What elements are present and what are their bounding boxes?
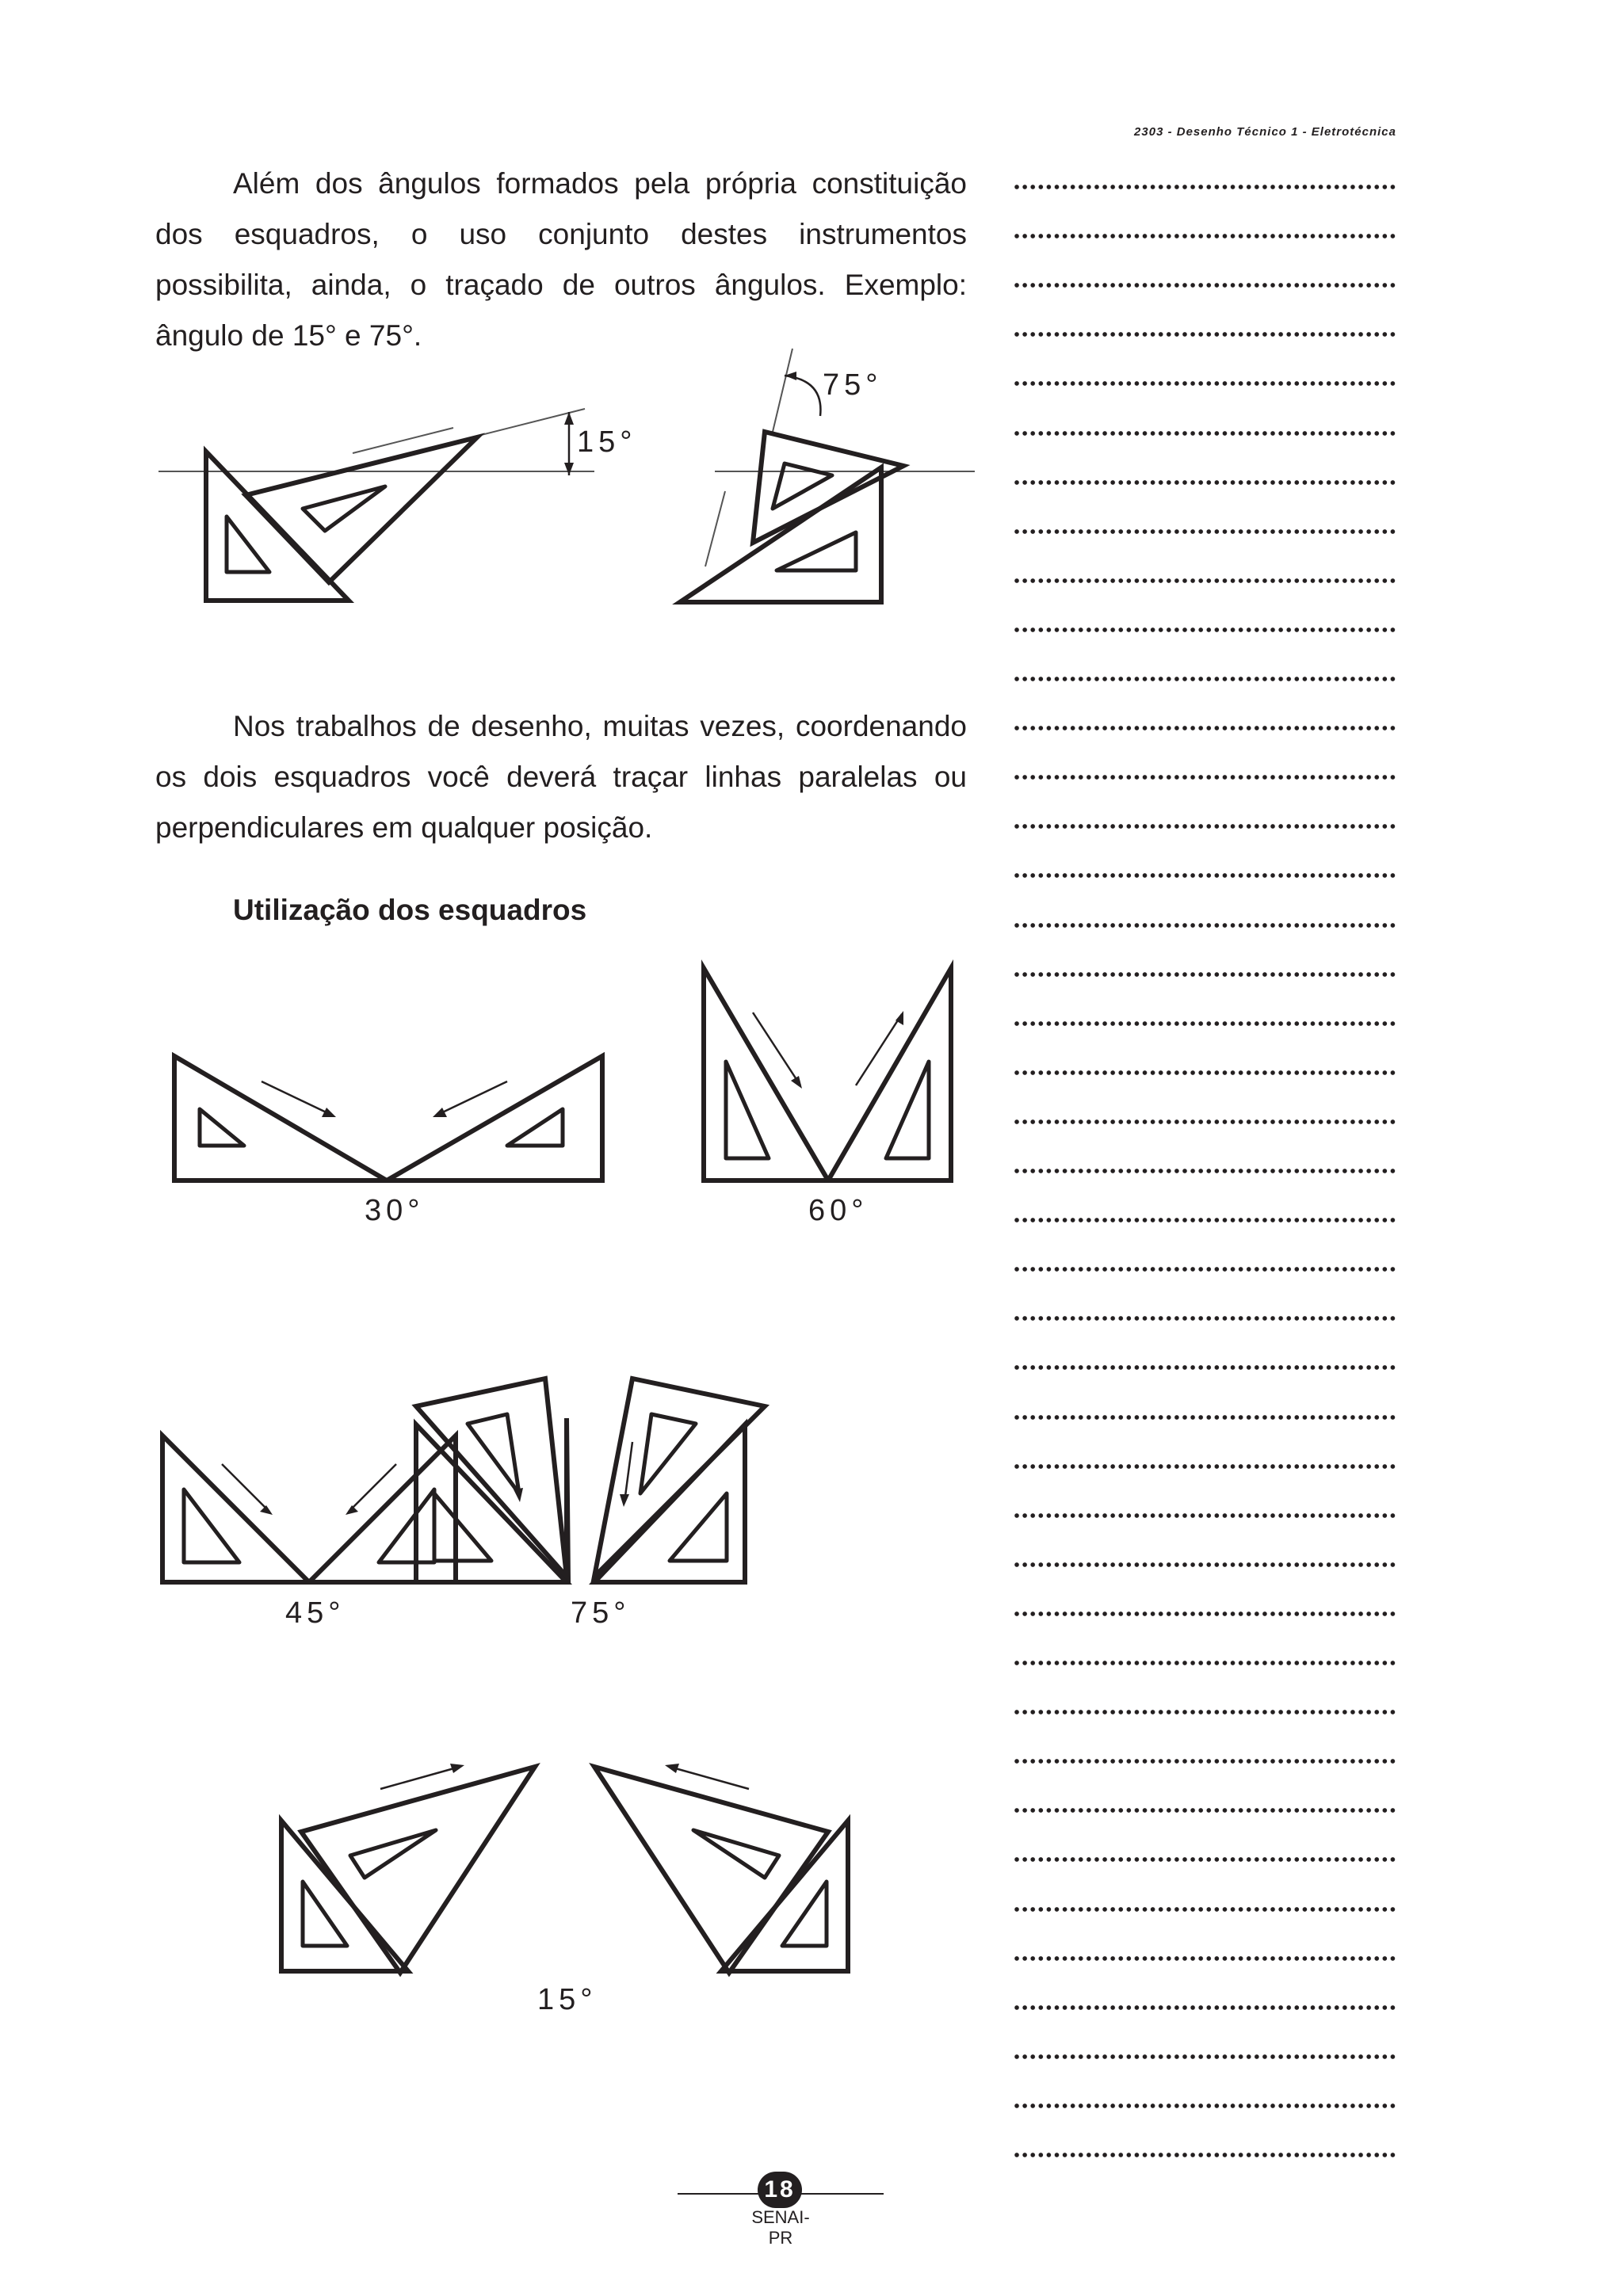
- set-square-30-60-left-b: [416, 1379, 567, 1577]
- arrow-head: [260, 1505, 273, 1515]
- parallel-line-right: [705, 491, 725, 566]
- construction-line-right: [773, 349, 792, 432]
- note-line: [1013, 1168, 1396, 1174]
- direction-arrow: [436, 1081, 507, 1116]
- set-square-cutout: [726, 1062, 769, 1158]
- note-line: [1013, 774, 1396, 780]
- note-line: [1013, 1955, 1396, 1962]
- intro-paragraph-text: Além dos ângulos formados pela própria constituição dos esquadros, o uso conjunto destes instrumentos possibilita, ainda, o traçado de outros ângulos. Exemplo: ângulo de 15° e 75°.: [155, 167, 967, 352]
- direction-arrow: [670, 1767, 749, 1789]
- note-line: [1013, 1070, 1396, 1076]
- note-line: [1013, 971, 1396, 978]
- set-square-cutout: [468, 1414, 519, 1493]
- direction-arrow: [380, 1767, 460, 1789]
- note-line: [1013, 2152, 1396, 2158]
- note-line: [1013, 627, 1396, 633]
- note-line: [1013, 1364, 1396, 1371]
- angle-label-15-bottom: 15°: [537, 1983, 598, 2016]
- note-line: [1013, 380, 1396, 387]
- note-line: [1013, 1562, 1396, 1568]
- note-line: [1013, 1119, 1396, 1125]
- set-square-cutout: [350, 1830, 436, 1878]
- note-line: [1013, 676, 1396, 682]
- note-line: [1013, 2054, 1396, 2060]
- note-line: [1013, 1217, 1396, 1223]
- set-square-cutout: [184, 1489, 239, 1562]
- angle-label-15: 15°: [577, 425, 637, 459]
- note-line: [1013, 1414, 1396, 1421]
- section-subtitle: Utilização dos esquadros: [233, 894, 587, 926]
- note-line: [1013, 1758, 1396, 1764]
- note-line: [1013, 725, 1396, 731]
- angle-label-45: 45°: [285, 1596, 346, 1630]
- note-line: [1013, 823, 1396, 830]
- set-square-cutout: [434, 1493, 491, 1561]
- angle-label-30: 30°: [365, 1194, 425, 1227]
- note-line: [1013, 2004, 1396, 2011]
- set-square-30-left: [174, 1056, 387, 1180]
- note-line: [1013, 233, 1396, 239]
- arrow-head: [514, 1488, 523, 1502]
- note-line: [1013, 578, 1396, 584]
- second-paragraph: [155, 701, 967, 853]
- note-line: [1013, 872, 1396, 879]
- set-square-30-60-left: [246, 437, 477, 582]
- note-line: [1013, 479, 1396, 486]
- note-line: [1013, 1463, 1396, 1470]
- set-square-cutout: [379, 1489, 434, 1562]
- note-line: [1013, 1906, 1396, 1913]
- set-square-cutout: [670, 1493, 727, 1561]
- second-paragraph-text: Nos trabalhos de desenho, muitas vezes, coordenando os dois esquadros você deverá traçar linhas paralelas ou perpendiculares em qualquer posição.: [155, 710, 967, 844]
- arrow-head: [450, 1764, 464, 1773]
- note-line: [1013, 184, 1396, 190]
- direction-arrow: [624, 1442, 632, 1502]
- arrow-head: [665, 1764, 679, 1773]
- note-line: [1013, 1512, 1396, 1519]
- note-line: [1013, 1856, 1396, 1863]
- set-square-cutout: [507, 1109, 563, 1146]
- arrow-head: [433, 1108, 447, 1117]
- set-square-cutout: [886, 1062, 929, 1158]
- set-square-cutout: [227, 517, 269, 572]
- direction-arrow: [856, 1014, 902, 1085]
- set-square-30-60-left-c: [301, 1767, 535, 1973]
- note-line: [1013, 1807, 1396, 1814]
- figure-15-75-angles: [151, 333, 991, 626]
- set-square-30-right: [387, 1056, 602, 1180]
- note-line: [1013, 1660, 1396, 1666]
- notes-column: [1013, 0, 1396, 2296]
- set-square-cutout: [773, 463, 832, 509]
- angle-arc-75: [785, 376, 820, 416]
- note-line: [1013, 430, 1396, 437]
- page-number-badge: 18: [758, 2172, 802, 2208]
- direction-arrow: [753, 1013, 800, 1085]
- arrow-head: [322, 1108, 336, 1117]
- running-header: 2303 - Desenho Técnico 1 - Eletrotécnica: [1134, 125, 1396, 139]
- note-line: [1013, 282, 1396, 288]
- angle-label-75: 75°: [823, 368, 883, 402]
- footer-label: SENAI-PR: [751, 2207, 810, 2248]
- arrow-head: [620, 1494, 629, 1507]
- set-square-cutout: [777, 532, 856, 570]
- angle-label-60: 60°: [808, 1194, 869, 1227]
- arrow-head: [564, 463, 574, 475]
- angle-label-75-bottom: 75°: [571, 1596, 631, 1630]
- direction-arrow: [262, 1081, 333, 1116]
- set-square-cutout: [693, 1830, 779, 1878]
- note-line: [1013, 528, 1396, 535]
- arrow-head: [791, 1076, 802, 1089]
- figure-set-square-usage: [151, 951, 991, 2044]
- note-line: [1013, 2103, 1396, 2109]
- arrow-head: [346, 1505, 358, 1515]
- note-line: [1013, 1611, 1396, 1617]
- note-line: [1013, 1315, 1396, 1322]
- note-line: [1013, 922, 1396, 929]
- set-square-cutout: [303, 486, 385, 531]
- note-line: [1013, 1020, 1396, 1027]
- note-line: [1013, 331, 1396, 338]
- note-line: [1013, 1266, 1396, 1272]
- set-square-30-60-right-c: [594, 1767, 828, 1973]
- note-line: [1013, 1709, 1396, 1715]
- set-square-cutout: [200, 1109, 244, 1146]
- intro-paragraph: [155, 158, 967, 361]
